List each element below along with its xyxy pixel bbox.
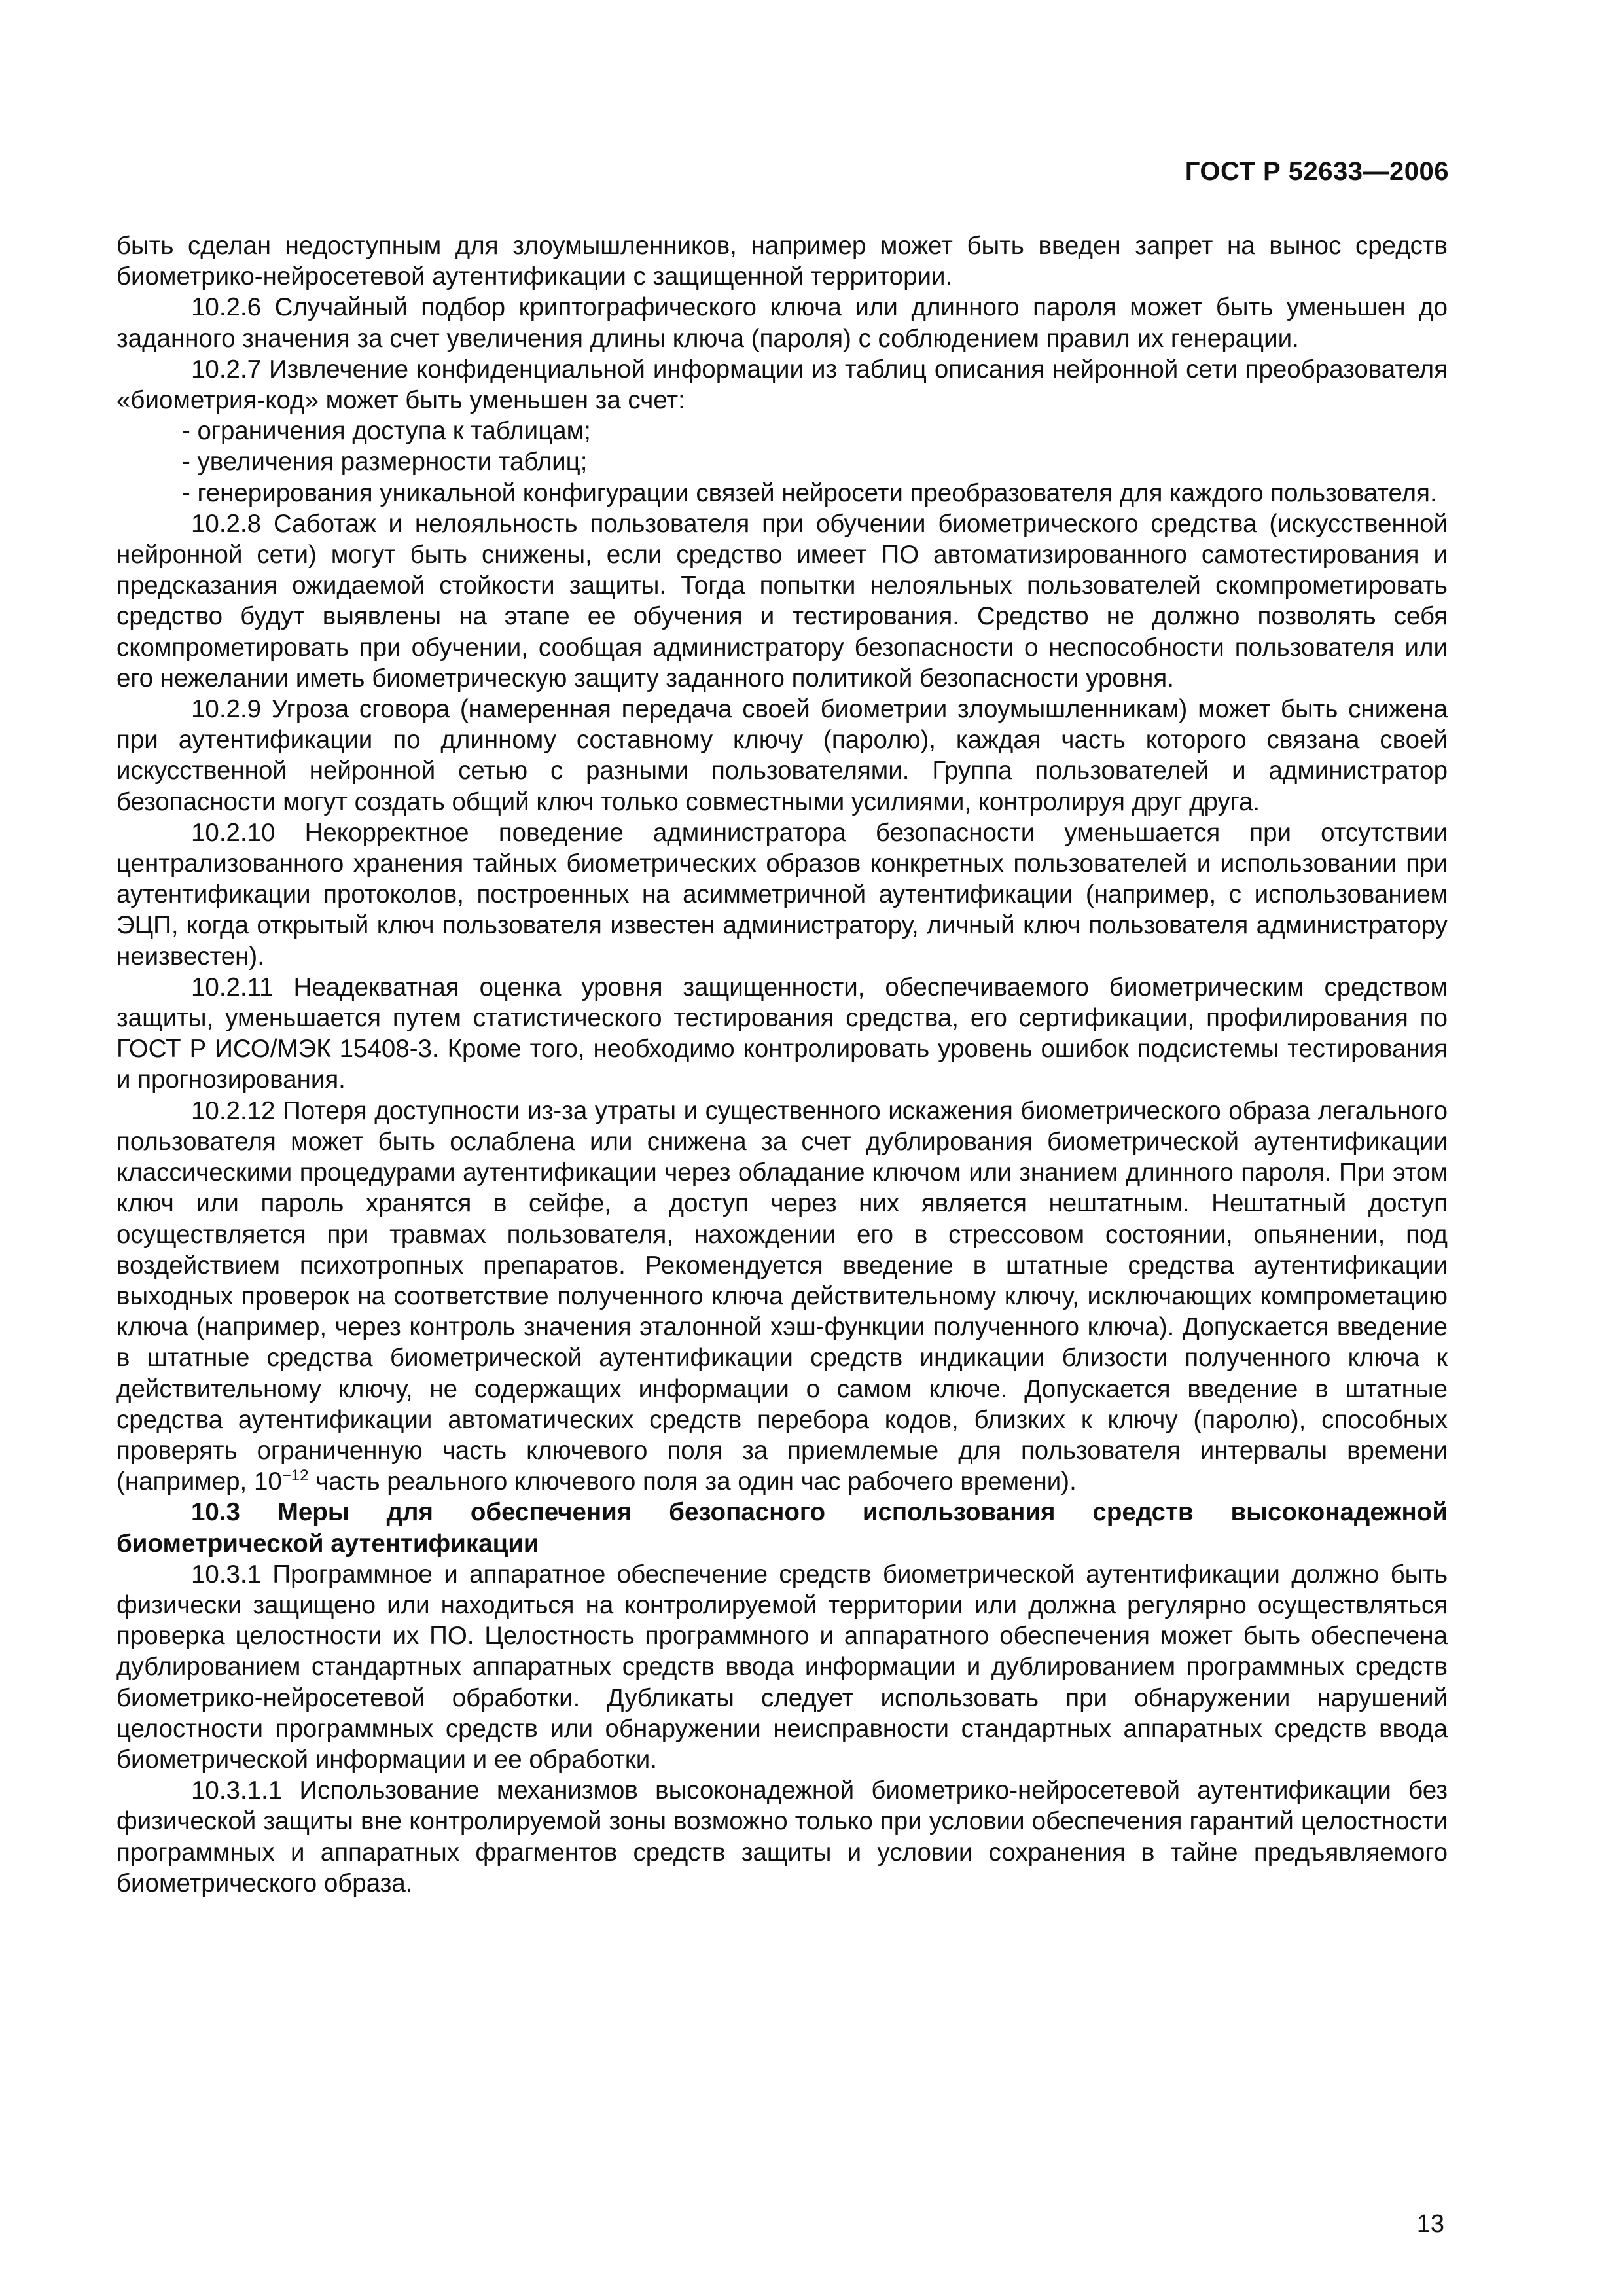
paragraph-10-3-1-1: 10.3.1.1 Использование механизмов высоконадежной биометрико-нейросетевой аутентификации без физической защиты вне контролируемой зоны возможно только при условии обеспечения гарантий целостности программных и аппаратных фрагментов средств защиты и условии сохранения в тайне предъявляемого биометрического образа.	[116, 1776, 1448, 1897]
paragraph-continuation: быть сделан недоступным для злоумышленников, например может быть введен запрет на вынос средств биометрико-нейросетевой аутентификации с защищенной территории.	[116, 232, 1448, 291]
section-heading-10-3: 10.3 Меры для обеспечения безопасного использования средств высоконадежной биометрической аутентификации	[116, 1498, 1448, 1558]
paragraph-10-2-10: 10.2.10 Некорректное поведение администратора безопасности уменьшается при отсутствии централизованного хранения тайных биометрических образов конкретных пользователей и использовании при аутентификации протоколов, построенных на асимметричной аутентификации (например, с использованием ЭЦП, когда открытый ключ пользователя известен администратору, личный ключ пользователя администратору неизвестен).	[116, 818, 1448, 971]
list-item-access-restriction: - ограничения доступа к таблицам;	[182, 417, 591, 446]
document-id-header: ГОСТ Р 52633—2006	[1185, 157, 1449, 186]
list-item-table-size: - увеличения размерности таблиц;	[182, 448, 588, 476]
paragraph-10-2-12-text: 10.2.12 Потеря доступности из-за утраты и существенного искажения биометрического образа легального пользователя может быть ослаблена или снижена за счет дублирования биометрической аутентификации классическими процедурами аутентификации через обладание ключом или знанием длинного пароля. При этом ключ или пароль хранятся в сейфе, а доступ через них является нештатным. Нештатный доступ осуществляется при травмах пользователя, нахождении его в стрессовом состоянии, опьянении, под воздействием психотропных препаратов. Рекомендуется введение в штатные средства аутентификации выходных проверок на соответствие полученного ключа действительному ключу, исключающих компрометацию ключа (например, через контроль значения эталонной хэш-функции полученного ключа). Допускается введение в штатные средства биометрической аутентификации средств индикации близости полученного ключа к действительному ключу, не содержащих информации о самом ключе. Допускается введение в штатные средства аутентификации автоматических средств перебора кодов, близких к ключу (паролю), способных проверять ограниченную часть ключевого поля за приемлемые для пользователя интервалы времени (например, 10	[116, 1096, 1448, 1496]
paragraph-10-3-1: 10.3.1 Программное и аппаратное обеспечение средств биометрической аутентификации должно быть физически защищено или находиться на контролируемой территории или должна регулярно осуществляться проверка целостности их ПО. Целостность программного и аппаратного обеспечения может быть обеспечена дублированием стандартных аппаратных средств ввода информации и дублированием программных средств биометрико-нейросетевой обработки. Дубликаты следует использовать при обнаружении нарушений целостности программных средств или обнаружении неисправности стандартных аппаратных средств ввода биометрической информации и ее обработки.	[116, 1560, 1448, 1774]
paragraph-10-2-12-tail: часть реального ключевого поля за один час рабочего времени).	[308, 1467, 1077, 1496]
list-item-unique-config: - генерирования уникальной конфигурации связей нейросети преобразователя для каждого пользователя.	[182, 478, 1437, 507]
exponent: −12	[281, 1467, 309, 1485]
page-number: 13	[1416, 2210, 1444, 2238]
document-body	[116, 230, 1448, 1899]
paragraph-10-2-7: 10.2.7 Извлечение конфиденциальной информации из таблиц описания нейронной сети преобразователя «биометрия-код» может быть уменьшен за счет:	[116, 355, 1448, 415]
paragraph-10-2-9: 10.2.9 Угроза сговора (намеренная передача своей биометрии злоумышленникам) может быть снижена при аутентификации по длинному составному ключу (паролю), каждая часть которого связана своей искусственной нейронной сетью с разными пользователями. Группа пользователей и администратор безопасности могут создать общий ключ только совместными усилиями, контролируя друг друга.	[116, 695, 1448, 816]
paragraph-10-2-6: 10.2.6 Случайный подбор криптографического ключа или длинного пароля может быть уменьшен до заданного значения за счет увеличения длины ключа (пароля) с соблюдением правил их генерации.	[116, 293, 1448, 353]
paragraph-10-2-11: 10.2.11 Неадекватная оценка уровня защищенности, обеспечиваемого биометрическим средством защиты, уменьшается путем статистического тестирования средства, его сертификации, профилирования по ГОСТ Р ИСО/МЭК 15408-3. Кроме того, необходимо контролировать уровень ошибок подсистемы тестирования и прогнозирования.	[116, 973, 1448, 1094]
paragraph-10-2-12	[116, 1096, 1448, 1498]
paragraph-10-2-8: 10.2.8 Саботаж и нелояльность пользователя при обучении биометрического средства (искусственной нейронной сети) могут быть снижены, если средство имеет ПО автоматизированного самотестирования и предсказания ожидаемой стойкости защиты. Тогда попытки нелояльных пользователей скомпрометировать средство будут выявлены на этапе ее обучения и тестирования. Средство не должно позволять себя скомпрометировать при обучении, сообщая администратору безопасности о неспособности пользователя или его нежелании иметь биометрическую защиту заданного политикой безопасности уровня.	[116, 509, 1448, 692]
